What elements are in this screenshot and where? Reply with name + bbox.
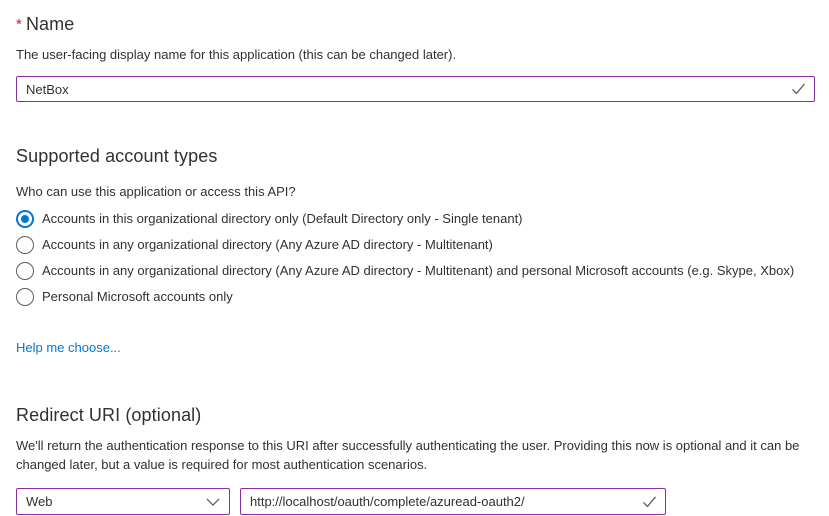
radio-button-icon xyxy=(16,236,34,254)
radio-multitenant[interactable] xyxy=(16,236,815,254)
platform-select-value: Web xyxy=(26,494,53,509)
radio-label: Personal Microsoft accounts only xyxy=(42,289,233,304)
radio-label: Accounts in this organizational directory only (Default Directory only - Single tenant) xyxy=(42,211,523,226)
account-types-section xyxy=(16,144,815,357)
help-me-choose-link[interactable]: Help me choose... xyxy=(16,340,121,355)
chevron-down-icon xyxy=(206,498,220,506)
name-section-title xyxy=(16,12,815,37)
required-asterisk: * xyxy=(16,16,22,33)
radio-label: Accounts in any organizational directory (Any Azure AD directory - Multitenant) xyxy=(42,237,493,252)
radio-button-icon xyxy=(16,210,34,228)
redirect-uri-input[interactable] xyxy=(240,488,666,515)
radio-button-icon xyxy=(16,288,34,306)
account-type-radio-group xyxy=(16,210,815,306)
radio-multitenant-personal[interactable] xyxy=(16,262,815,280)
radio-label: Accounts in any organizational directory (Any Azure AD directory - Multitenant) and personal Microsoft accounts (e.g. Skype, Xbox) xyxy=(42,263,795,278)
account-types-title: Supported account types xyxy=(16,146,218,166)
radio-personal-only[interactable] xyxy=(16,288,815,306)
radio-button-icon xyxy=(16,262,34,280)
name-description: The user-facing display name for this application (this can be changed later). xyxy=(16,47,457,62)
radio-single-tenant[interactable] xyxy=(16,210,815,228)
account-types-question: Who can use this application or access this API? xyxy=(16,184,296,199)
redirect-uri-section xyxy=(16,403,815,515)
name-title-text: Name xyxy=(25,14,75,34)
redirect-uri-row xyxy=(16,488,815,515)
redirect-uri-title: Redirect URI (optional) xyxy=(16,405,202,425)
redirect-uri-description: We'll return the authentication response to this URI after successfully authenticating the user. Providing this now is optional and it can be changed later, but a value is required for most authentication scenarios. xyxy=(16,438,800,472)
name-section xyxy=(16,12,815,102)
platform-select[interactable] xyxy=(16,488,230,515)
name-input[interactable] xyxy=(16,76,815,102)
